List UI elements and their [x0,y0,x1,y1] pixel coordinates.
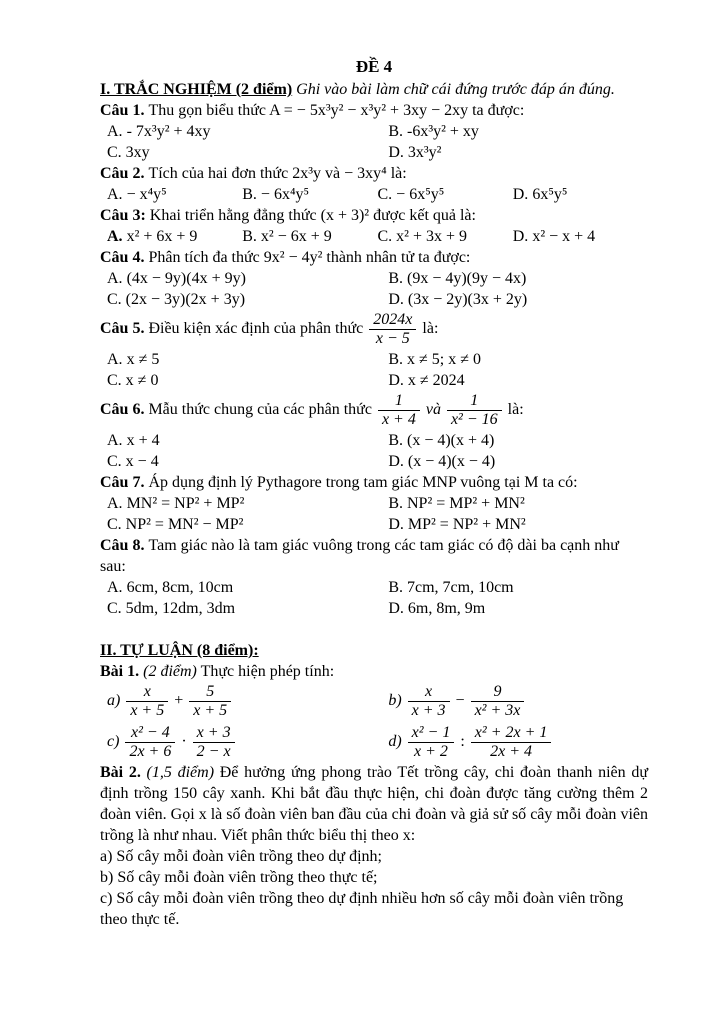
fraction-numerator: 9 [471,683,525,702]
question-label: Câu 1. [100,102,149,119]
text-run: và [421,401,445,419]
exercise-item [107,682,388,721]
option-label: A. [107,351,127,368]
option-text: 5dm, 12dm, 3dm [125,600,236,617]
option-label: D. [512,228,533,245]
fraction-numerator: 1 [447,392,502,411]
exercise1-items [100,682,648,762]
option-text: (4x − 9y)(4x + 9y) [126,270,246,287]
option-text: x − 4 [125,453,159,470]
option-text: x ≠ 5 [126,351,160,368]
option-text: x² + 3x + 9 [396,228,468,245]
option-label: D. [512,186,533,203]
option [107,121,388,142]
option-label: C. [377,186,397,203]
fraction-numerator: 1 [378,392,420,411]
option [107,184,242,205]
section1-note: Ghi vào bài làm chữ cái đứng trước đáp án đúng. [292,81,615,98]
fraction [124,683,170,720]
option-label: A. [107,228,127,245]
text-run: · [177,733,191,751]
option-label: D. [388,372,408,389]
option [107,598,388,619]
question-text [100,391,648,430]
option [388,577,648,598]
fraction-numerator: x + 3 [193,724,235,743]
option-label: B. [242,228,261,245]
option-label: D. [388,516,408,533]
options [100,226,648,247]
option [388,268,648,289]
option-label: A. [107,432,127,449]
option-text: x + 4 [126,432,160,449]
exercise2-subitems [100,846,648,930]
option [388,430,648,451]
question-label: Câu 7. [100,474,149,491]
fraction [445,392,504,429]
option-label: D. [388,600,408,617]
text-run: Thu gọn biểu thức A = − 5x³y² − x³y² + 3xy − 2xy ta được: [148,102,525,119]
question [100,472,648,535]
option-label: B. [388,579,407,596]
option-label: C. [107,372,126,389]
question [100,535,648,619]
exercise1-text: Thực hiện phép tính: [196,663,335,680]
option-label: C. [107,453,126,470]
fraction [367,311,418,348]
option-label: A. [107,270,127,287]
option-text: 7cm, 7cm, 10cm [406,579,514,596]
options [100,430,648,472]
option-text: − 6x⁵y⁵ [396,186,445,203]
option [107,226,242,247]
text-run: Áp dụng định lý Pythagore trong tam giác MNP vuông tại M ta có: [148,474,578,491]
section2-title: II. TỰ LUẬN (8 điểm): [100,642,259,659]
fraction-numerator: 2024x [369,311,416,330]
option-label: B. [242,186,261,203]
text-run: d) [388,733,406,751]
exercise1-label: Bài 1. [100,663,140,680]
question-label: Câu 5. [100,320,149,338]
option-text: 6x⁵y⁵ [532,186,568,203]
question-text [100,163,648,184]
option-label: B. [388,432,407,449]
option-label: C. [107,144,126,161]
fraction-denominator: x + 2 [414,743,448,760]
fraction-denominator: x² − 16 [450,411,498,428]
option-label: A. [107,579,127,596]
question-text [100,100,648,121]
option-label: C. [377,228,397,245]
section1-title: I. TRẮC NGHIỆM (2 điểm) [100,81,293,98]
exercise1-note: (2 điểm) [139,663,197,680]
option [388,142,648,163]
option [107,430,388,451]
option-text: 6cm, 8cm, 10cm [126,579,234,596]
option-text: x ≠ 5; x ≠ 0 [406,351,481,368]
option-label: C. [107,291,126,308]
options [100,493,648,535]
option-text: x ≠ 0 [125,372,159,389]
fraction-denominator: 2x + 4 [490,743,533,760]
option-label: B. [388,351,407,368]
option [388,370,648,391]
option [388,121,648,142]
exercise-item [388,682,648,721]
option-text: x ≠ 2024 [407,372,465,389]
option-label: D. [388,144,408,161]
option-label: A. [107,495,127,512]
exercise1-heading [100,661,648,682]
option-text: NP² = MN² − MP² [125,516,244,533]
fraction-numerator: x² + 2x + 1 [471,724,552,743]
option [107,289,388,310]
option [107,268,388,289]
text-run: − [451,692,469,710]
fraction-numerator: x [126,683,168,702]
option-text: − 6x⁴y⁵ [260,186,310,203]
option-text: MP² = NP² + MN² [407,516,526,533]
option [107,451,388,472]
option-text: 3xy [125,144,150,161]
option [513,184,648,205]
text-run: a) [107,692,125,710]
option [242,184,377,205]
option-text: (x − 4)(x + 4) [406,432,495,449]
option [388,514,648,535]
option-label: A. [107,123,127,140]
question-text [100,205,648,226]
text-run: Tam giác nào là tam giác vuông trong các tam giác có độ dài ba cạnh như sau: [100,537,619,575]
text-run: : [456,733,469,751]
fraction-denominator: x + 5 [130,702,165,719]
options [100,268,648,310]
option [107,142,388,163]
option-label: B. [388,495,407,512]
fraction [191,724,237,761]
exercise2-subitem: c) Số cây mỗi đoàn viên trồng theo dự định nhiều hơn số cây mỗi đoàn viên trồng theo thực tế. [100,890,624,928]
option-text: (3x − 2y)(3x + 2y) [407,291,528,308]
fraction [123,724,177,761]
page-title: ĐỀ 4 [355,57,393,76]
option [378,184,513,205]
option-text: (9x − 4y)(9y − 4x) [406,270,527,287]
question [100,247,648,310]
option-label: D. [388,453,408,470]
option-text: − x⁴y⁵ [126,186,167,203]
section2-heading [100,640,648,661]
option-text: x² − x + 4 [532,228,596,245]
option-label: B. [388,123,407,140]
option [107,370,388,391]
question [100,391,648,472]
fraction-denominator: 2x + 6 [129,743,172,760]
option-text: (x − 4)(x − 4) [407,453,496,470]
option-text: -6x³y² + xy [406,123,479,140]
text-run: Điều kiện xác định của phân thức [148,320,368,338]
option-text: x² − 6x + 9 [260,228,332,245]
exercise2-subitem: a) Số cây mỗi đoàn viên trồng theo dự định; [100,848,382,865]
question-label: Câu 8. [100,537,149,554]
text-run: Phân tích đa thức 9x² − 4y² thành nhân tử ta được: [148,249,471,266]
option [388,493,648,514]
fraction [469,724,554,761]
fraction [469,683,527,720]
option-label: B. [388,270,407,287]
question-label: Câu 4. [100,249,149,266]
question-text [100,472,648,493]
text-run: Khai triển hằng đẳng thức (x + 3)² được kết quả là: [149,207,476,224]
option [107,514,388,535]
question [100,163,648,205]
option [388,451,648,472]
options [100,184,648,205]
fraction-denominator: x + 4 [381,411,416,428]
option-label: C. [107,600,126,617]
option [107,349,388,370]
fraction [406,683,452,720]
question-text [100,310,648,349]
option-text: - 7x³y² + 4xy [126,123,211,140]
exercise-item [388,723,648,762]
fraction-numerator: x² − 1 [408,724,455,743]
option [107,493,388,514]
fraction-denominator: x − 5 [375,330,410,347]
question-text [100,247,648,268]
fraction-numerator: 5 [189,683,231,702]
option-text: 3x³y² [407,144,442,161]
fraction [187,683,233,720]
multiple-choice-section [100,100,648,619]
text-run: Mẫu thức chung của các phân thức [148,401,376,419]
option [242,226,377,247]
exercise2-label: Bài 2. [100,764,141,781]
text-run: là: [418,320,439,338]
exercise2-text: Để hưởng ứng phong trào Tết trồng cây, chi đoàn thanh niên dự định trồng 150 cây xanh. Khi bắt đầu thực hiện, chi đoàn được tăng cường thêm 2 đoàn viên. Gọi x là số đoàn viên ban đầu của chi đoàn và giả sử số cây mỗi đoàn viên trồng là như nhau. Viết phân thức biểu thị theo x: [100,764,649,844]
option-label: D. [388,291,408,308]
text-run: b) [388,692,406,710]
options [100,349,648,391]
question [100,205,648,247]
exercise2-note: (1,5 điểm) [140,764,215,781]
fraction-denominator: x + 5 [193,702,228,719]
text-run: Tích của hai đơn thức 2x³y và − 3xy⁴ là: [148,165,407,182]
fraction [406,724,457,761]
options [100,577,648,619]
section1-heading [100,79,648,100]
fraction [376,392,422,429]
fraction-denominator: x + 3 [411,702,446,719]
option [513,226,648,247]
option [388,598,648,619]
option-label: A. [107,186,127,203]
fraction-denominator: 2 − x [196,743,231,760]
exercise2-subitem: b) Số cây mỗi đoàn viên trồng theo thực tế; [100,869,378,886]
text-run: + [170,692,188,710]
option-text: (2x − 3y)(2x + 3y) [125,291,246,308]
option [378,226,513,247]
question-label: Câu 2. [100,165,149,182]
exercise2-paragraph [100,762,648,846]
fraction-numerator: x² − 4 [125,724,175,743]
option-label: C. [107,516,126,533]
question-text [100,535,648,577]
option-text: 6m, 8m, 9m [407,600,486,617]
option [388,289,648,310]
question-label: Câu 3: [100,207,150,224]
options [100,121,648,163]
question [100,310,648,391]
text-run: là: [503,401,524,419]
fraction-numerator: x [408,683,450,702]
option-text: x² + 6x + 9 [126,228,198,245]
option-text: NP² = MP² + MN² [406,495,525,512]
option-text: MN² = NP² + MP² [126,495,245,512]
fraction-denominator: x² + 3x [474,702,521,719]
question [100,100,648,163]
text-run: c) [107,733,124,751]
option [388,349,648,370]
exercise-item [107,723,388,762]
question-label: Câu 6. [100,401,149,419]
option [107,577,388,598]
